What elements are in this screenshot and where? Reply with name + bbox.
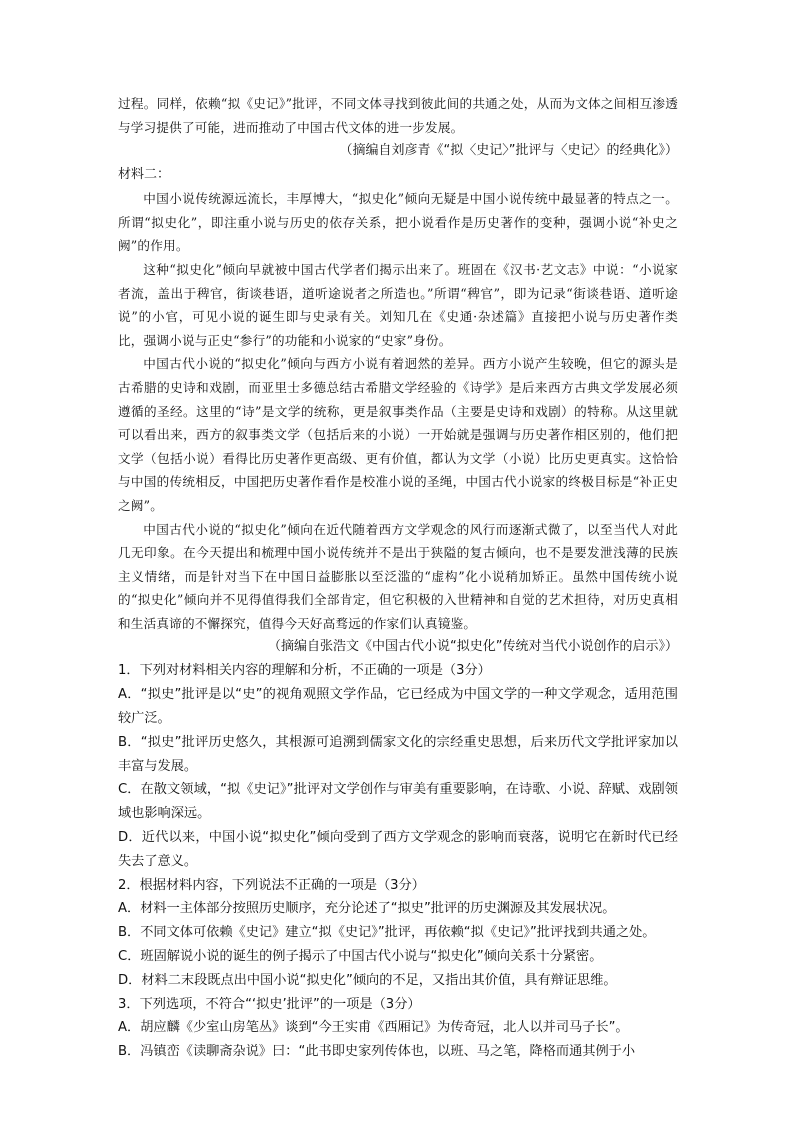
material-two-paragraph: 这种“拟史化”倾向早就被中国古代学者们揭示出来了。班固在《汉书·艺文志》中说：“小说家者流，盖出于稗官，街谈巷语，道听途说者之所造也。”所谓“稗官”，即为记录“街谈巷语、道听途说”的小官，可见小说的诞生即与史录有关。刘知几在《史通·杂述篇》直接把小说与历史著作类比，强调小说与正史“参行”的功能和小说家的“史家”身份。 <box>118 261 678 348</box>
answer-option[interactable]: B．冯镇峦《读聊斋杂说》曰：“此书即史家列传体也，以班、马之笔，降格而通其例于小 <box>118 1044 636 1060</box>
material-two-body <box>118 187 678 635</box>
material-two-paragraph: 中国小说传统源远流长，丰厚博大，“拟史化”倾向无疑是中国小说传统中最显著的特点之一。所谓“拟史化”，即注重小说与历史的依存关系，把小说看作是历史著作的变种，强调小说“补史之阙”的作用。 <box>118 191 678 254</box>
material-one-paragraph: 过程。同样，依赖“拟《史记》”批评，不同文体寻找到彼此间的共通之处，从而为文体之间相互渗透与学习提供了可能，进而推动了中国古代文体的进一步发展。 <box>118 96 678 135</box>
answer-option[interactable]: D．近代以来，中国小说“拟史化”倾向受到了西方文学观念的影响而衰落，说明它在新时代已经失去了意义。 <box>118 830 678 869</box>
answer-option[interactable]: C．在散文领域，“拟《史记》”批评对文学创作与审美有重要影响，在诗歌、小说、辞赋、戏剧领域也影响深远。 <box>118 782 678 822</box>
material-one-source: （摘编自刘彦青《“拟〈史记〉”批评与〈史记〉的经典化》） <box>339 143 678 159</box>
material-two-paragraph: 中国古代小说的“拟史化”倾向在近代随着西方文学观念的风行而逐渐式微了，以至当代人对此几无印象。在今天提出和梳理中国小说传统并不是出于狭隘的复古倾向，也不是要发泄浅薄的民族主义情绪，而是针对当下在中国日益膨胀以至泛滥的“虚构”化小说稍加矫正。虽然中国传统小说的“拟史化”倾向并不见得值得我们全部肯定，但它积极的入世精神和自觉的艺术担待，对历史真相和生活真谛的不懈探究，值得今天好高骛远的作家们认真镜鉴。 <box>118 521 678 631</box>
question-stem: 3．下列选项，不符合“‘拟史’批评”的一项是（3分） <box>118 996 421 1012</box>
material-one-tail <box>118 92 678 139</box>
material-two-source: （摘编自张浩文《中国古代小说“拟史化”传统对当代小说创作的启示》） <box>268 639 678 655</box>
material-two-paragraph: 中国古代小说的“拟史化”倾向与西方小说有着迥然的差异。西方小说产生较晚，但它的源头是古希腊的史诗和戏剧，而亚里士多德总结古希腊文学经验的《诗学》是后来西方古典文学发展必须遵循的圣经。这里的“诗”是文学的统称，更是叙事类作品（主要是史诗和戏剧）的特称。从这里就可以看出来，西方的叙事类文学（包括后来的小说）一开始就是强调与历史著作相区别的，他们把文学（包括小说）看得比历史著作更高级、更有价值，都认为文学（小说）比历史更真实。这恰恰与中国的传统相反，中国把历史著作看作是校准小说的圣绳，中国古代小说家的终极目标是“补正史之阙”。 <box>118 356 678 513</box>
answer-option[interactable]: B．“拟史”批评历史悠久，其根源可追溯到儒家文化的宗经重史思想，后来历代文学批评家加以丰富与发展。 <box>118 734 678 774</box>
material-two-heading: 材料二： <box>118 167 171 183</box>
answer-option[interactable]: A．胡应麟《少室山房笔丛》谈到“今王实甫《西厢记》为传奇冠，北人以并司马子长”。 <box>118 1020 629 1036</box>
answer-option[interactable]: D．材料二末段既点出中国小说“拟史化”倾向的不足，又指出其价值，具有辩证思维。 <box>118 972 617 988</box>
answer-option[interactable]: A．“拟史”批评是以“史”的视角观照文学作品，它已经成为中国文学的一种文学观念，适用范围较广泛。 <box>118 687 678 727</box>
question-stem: 2．根据材料内容，下列说法不正确的一项是（3分） <box>118 877 425 893</box>
question-stem: 1．下列对材料相关内容的理解和分析，不正确的一项是（3分） <box>118 663 491 679</box>
answer-option[interactable]: C．班固解说小说的诞生的例子揭示了中国古代小说与“拟史化”倾向关系十分紧密。 <box>118 949 603 965</box>
exam-page <box>118 92 678 1064</box>
answer-option[interactable]: A．材料一主体部分按照历史顺序，充分论述了“拟史”批评的历史渊源及其发展状况。 <box>118 901 616 917</box>
answer-option[interactable]: B．不同文体可依赖《史记》建立“拟《史记》”批评，再依赖“拟《史记》”批评找到共通之处。 <box>118 925 656 941</box>
question-list <box>118 659 678 1064</box>
